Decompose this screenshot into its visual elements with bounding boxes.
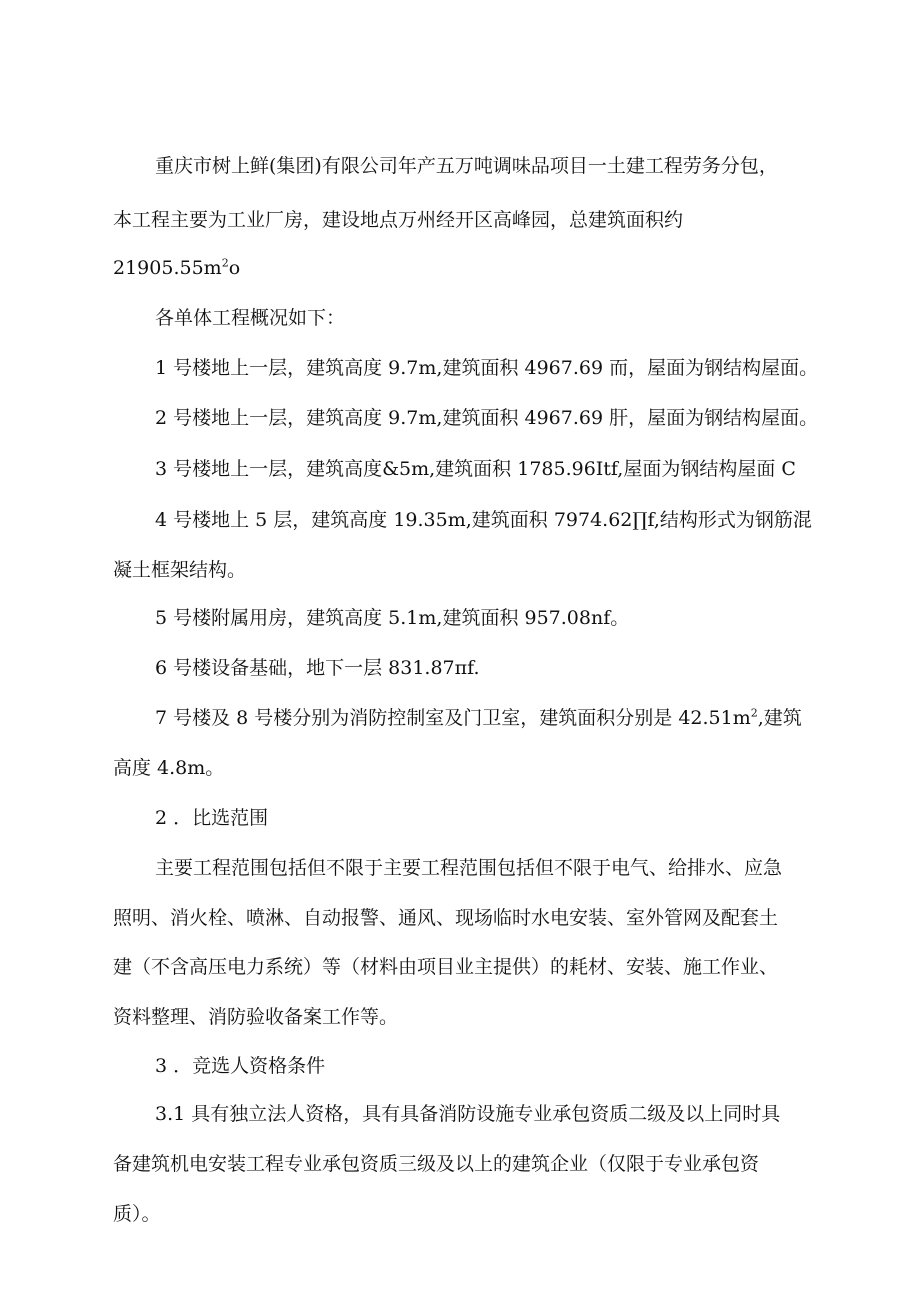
- building-1: 1 号楼地上一层，建筑高度 9.7m,建筑面积 4967.69 而，屋面为钢结构屋面。: [155, 357, 819, 379]
- building-7-line-2: 高度 4.8m。: [113, 757, 225, 779]
- intro-line-2: 本工程主要为工业厂房，建设地点万州经开区高峰园，总建筑面积约: [113, 209, 684, 231]
- section-3-heading: 3 ．竞选人资格条件: [155, 1055, 326, 1077]
- overview-heading: 各单体工程概况如下：: [155, 307, 346, 329]
- building-6: 6 号楼设备基础，地下一层 831.87πf.: [155, 657, 480, 679]
- intro-line-3: [113, 255, 240, 281]
- intro-line-1: 重庆市树上鲜(集团)有限公司年产五万吨调味品项目一土建工程劳务分包，: [155, 155, 778, 177]
- area-unit-superscript: 2: [750, 706, 758, 720]
- building-7-text: 7 号楼及 8 号楼分别为消防控制室及门卫室，建筑面积分别是 42.51m: [155, 707, 751, 729]
- section-3-item-1-line-3: 质）。: [113, 1203, 161, 1225]
- section-2-heading: 2 ．比选范围: [155, 807, 269, 829]
- total-area-value: 21905.55m: [113, 257, 222, 279]
- section-2-line-1: 主要工程范围包括但不限于主要工程范围包括但不限于电气、给排水、应急: [155, 857, 783, 879]
- building-7-line-1: [155, 705, 802, 731]
- building-4-line-2: 凝土框架结构。: [113, 559, 247, 581]
- building-4-line-1: 4 号楼地上 5 层，建筑高度 19.35m,建筑面积 7974.62∏f,结构形式为钢筋混: [155, 509, 812, 531]
- section-3-item-1-line-1: 3.1 具有独立法人资格，具有具备消防设施专业承包资质二级及以上同时具: [155, 1103, 781, 1125]
- section-2-line-3: 建（不含高压电力系统）等（材料由项目业主提供）的耗材、安装、施工作业、: [113, 956, 779, 978]
- building-7-text-tail: ,建筑: [757, 707, 802, 729]
- total-area-tail: o: [228, 257, 241, 279]
- building-2: 2 号楼地上一层，建筑高度 9.7m,建筑面积 4967.69 肝，屋面为钢结构屋面。: [155, 407, 819, 429]
- building-5: 5 号楼附属用房，建筑高度 5.1m,建筑面积 957.08nf。: [155, 607, 630, 629]
- area-unit-superscript: 2: [221, 256, 229, 270]
- section-2-line-2: 照明、消火栓、喷淋、自动报警、通风、现场临时水电安装、室外管网及配套土: [113, 907, 779, 929]
- building-3: 3 号楼地上一层，建筑高度&5m,建筑面积 1785.96Itf,屋面为钢结构屋面 C: [155, 458, 796, 480]
- section-3-item-1-line-2: 备建筑机电安装工程专业承包资质三级及以上的建筑企业（仅限于专业承包资: [113, 1153, 760, 1175]
- section-2-line-4: 资料整理、消防验收备案工作等。: [113, 1006, 399, 1028]
